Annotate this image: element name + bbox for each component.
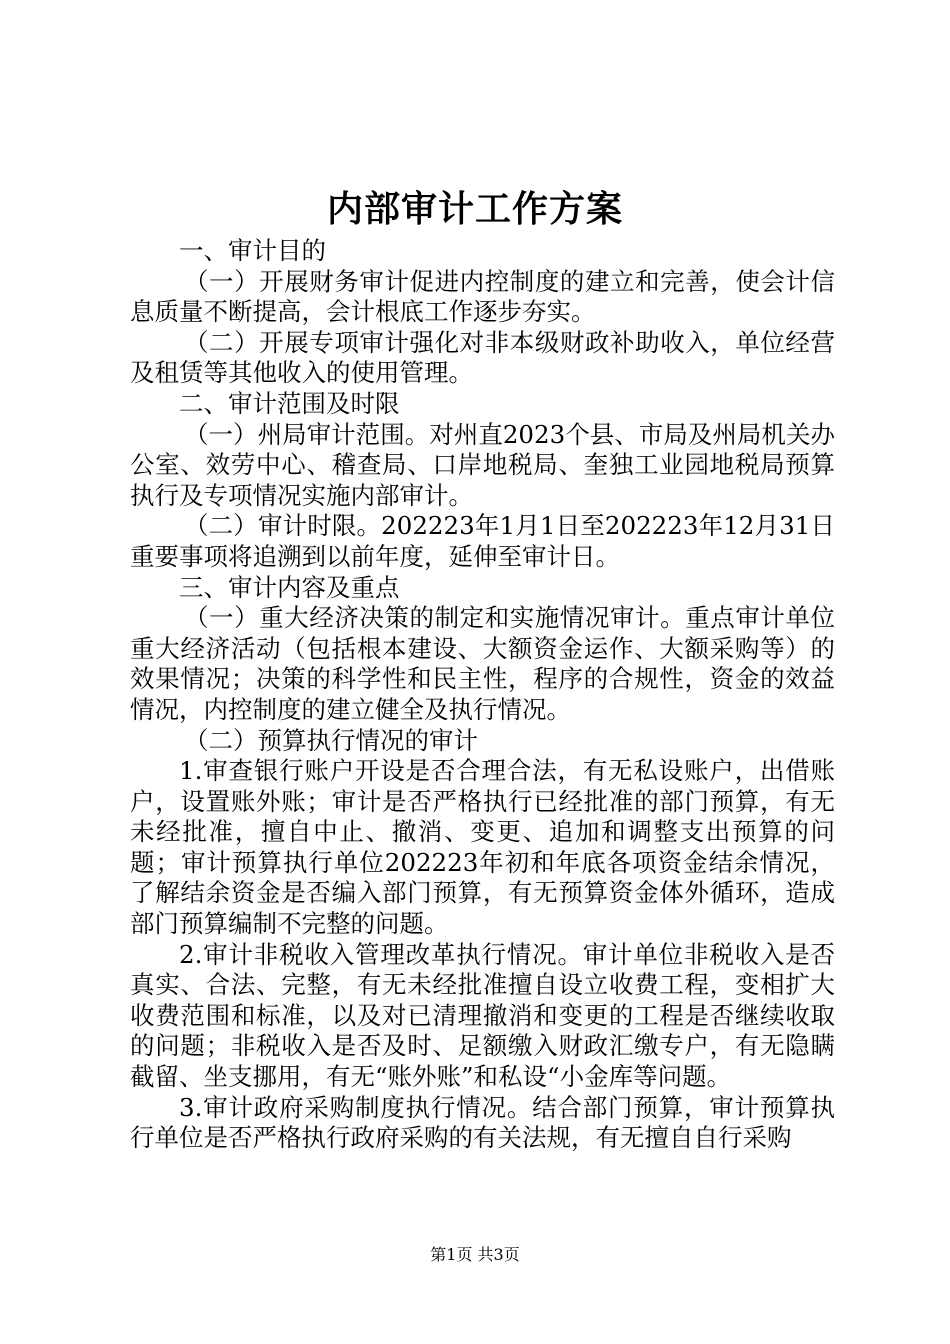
paragraph-item-1: 1.审查银行账户开设是否合理合法，有无私设账户，出借账户，设置账外账；审计是否严格执行已经批准的部门预算，有无未经批准，擅自中止、撤消、变更、追加和调整支出预算的问题；审计预算执行单位202223年初和年底各项资金结余情况，了解结余资金是否编入部门预算，有无预算资金体外循环，造成部门预算编制不完整的问题。 <box>130 756 835 939</box>
paragraph-content-1: （一）重大经济决策的制定和实施情况审计。重点审计单位重大经济活动（包括根本建设、大额资金运作、大额采购等）的效果情况；决策的科学性和民主性，程序的合规性，资金的效益情况，内控制度的建立健全及执行情况。 <box>130 603 835 724</box>
paragraph-item-3: 3.审计政府采购制度执行情况。结合部门预算，审计预算执行单位是否严格执行政府采购的有关法规，有无擅自自行采购 <box>130 1092 835 1153</box>
paragraph-scope-1: （一）州局审计范围。对州直2023个县、市局及州局机关办公室、效劳中心、稽查局、口岸地税局、奎独工业园地税局预算执行及专项情况实施内部审计。 <box>130 419 835 510</box>
section-heading-scope: 二、审计范围及时限 <box>179 388 400 418</box>
section-heading-purpose: 一、审计目的 <box>179 236 326 265</box>
section-heading-content: 三、审计内容及重点 <box>179 572 400 602</box>
paragraph-scope-2: （二）审计时限。202223年1月1日至202223年12月31日重要事项将追溯到以前年度，延伸至审计日。 <box>130 511 835 571</box>
paragraph-content-2-heading: （二）预算执行情况的审计 <box>184 725 478 755</box>
paragraph-item-2: 2.审计非税收入管理改革执行情况。审计单位非税收入是否真实、合法、完整，有无未经批准擅自设立收费工程，变相扩大收费范围和标准，以及对已清理撤消和变更的工程是否继续收取的问题；非税收入是否及时、足额缴入财政汇缴专户，有无隐瞒截留、坐支挪用，有无“账外账”和私设“小金库等问题。 <box>130 939 835 1092</box>
paragraph-purpose-2: （二）开展专项审计强化对非本级财政补助收入，单位经营及租赁等其他收入的使用管理。 <box>130 327 835 388</box>
document-body <box>130 236 835 1154</box>
paragraph-purpose-1: （一）开展财务审计促进内控制度的建立和完善，使会计信息质量不断提高，会计根底工作逐步夯实。 <box>130 266 835 327</box>
document-title: 内部审计工作方案 <box>326 188 623 230</box>
page-number-footer: 第1页 共3页 <box>430 1245 520 1264</box>
